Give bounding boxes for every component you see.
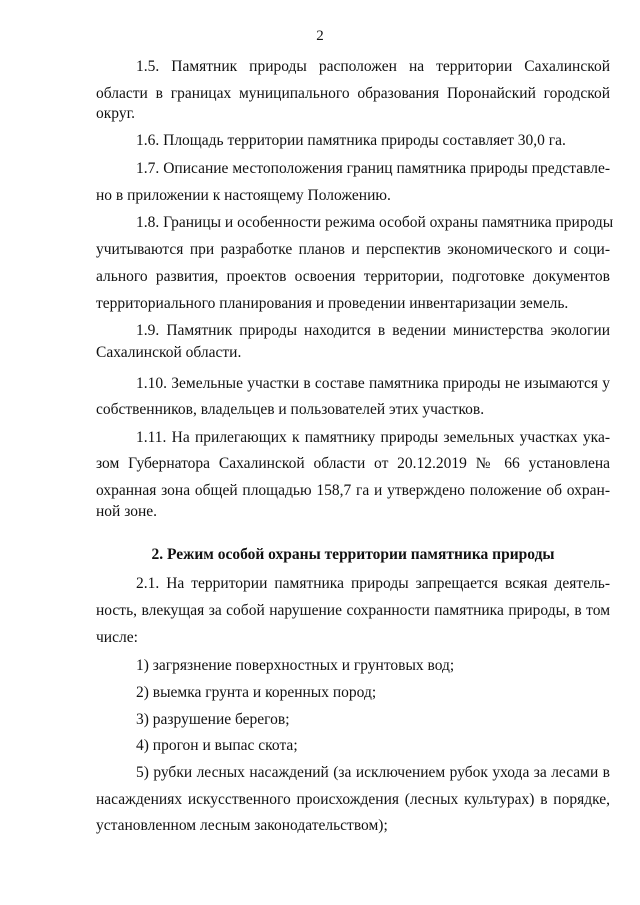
text-line: области в границах муниципального образования Поронайский городской xyxy=(96,85,610,102)
text-line: 1.6. Площадь территории памятника природы составляет 30,0 га. xyxy=(136,132,566,149)
text-line: но в приложении к настоящему Положению. xyxy=(96,187,391,204)
text-line: 1.11. На прилегающих к памятнику природы земельных участках ука- xyxy=(136,429,610,446)
text-line: учитываются при разработке планов и перспектив экономического и соци- xyxy=(96,241,610,258)
text-line: насаждениях искусственного происхождения (лесных культурах) в порядке, xyxy=(96,791,610,808)
list-item: 4) прогон и выпас скота; xyxy=(136,737,298,754)
text-line: установленном лесным законодательством); xyxy=(96,817,388,834)
text-line: территориального планирования и проведении инвентаризации земель. xyxy=(96,295,569,312)
text-line: Сахалинской области. xyxy=(96,344,242,361)
text-line: 1.10. Земельные участки в составе памятника природы не изымаются у xyxy=(136,375,610,392)
text-line: собственников, владельцев и пользователей этих участков. xyxy=(96,401,485,418)
text-line: числе: xyxy=(96,629,138,646)
text-line: 1.8. Границы и особенности режима особой охраны памятника природы xyxy=(136,214,614,231)
text-line: зом Губернатора Сахалинской области от 20.12.2019 № 66 установлена xyxy=(96,455,610,472)
list-item: 2) выемка грунта и коренных пород; xyxy=(136,684,377,701)
text-line: 1.7. Описание местоположения границ памятника природы представле- xyxy=(136,160,610,177)
text-line: ность, влекущая за собой нарушение сохранности памятника природы, в том xyxy=(96,602,610,619)
text-line: 1.5. Памятник природы расположен на территории Сахалинской xyxy=(136,58,610,75)
text-line: 2.1. На территории памятника природы запрещается всякая деятель- xyxy=(136,575,610,592)
page-number: 2 xyxy=(316,28,324,44)
text-line: ной зоне. xyxy=(96,503,158,520)
list-item: 5) рубки лесных насаждений (за исключением рубок ухода за лесами в xyxy=(136,764,610,781)
section-heading: 2. Режим особой охраны территории памятника природы xyxy=(151,546,555,563)
text-line: 1.9. Памятник природы находится в ведении министерства экологии xyxy=(136,322,610,339)
text-line: ального развития, проектов освоения территории, подготовке документов xyxy=(96,268,610,285)
text-line: охранная зона общей площадью 158,7 га и утверждено положение об охран- xyxy=(96,482,610,499)
list-item: 1) загрязнение поверхностных и грунтовых вод; xyxy=(136,657,455,674)
list-item: 3) разрушение берегов; xyxy=(136,711,290,728)
text-line: округ. xyxy=(96,105,136,122)
